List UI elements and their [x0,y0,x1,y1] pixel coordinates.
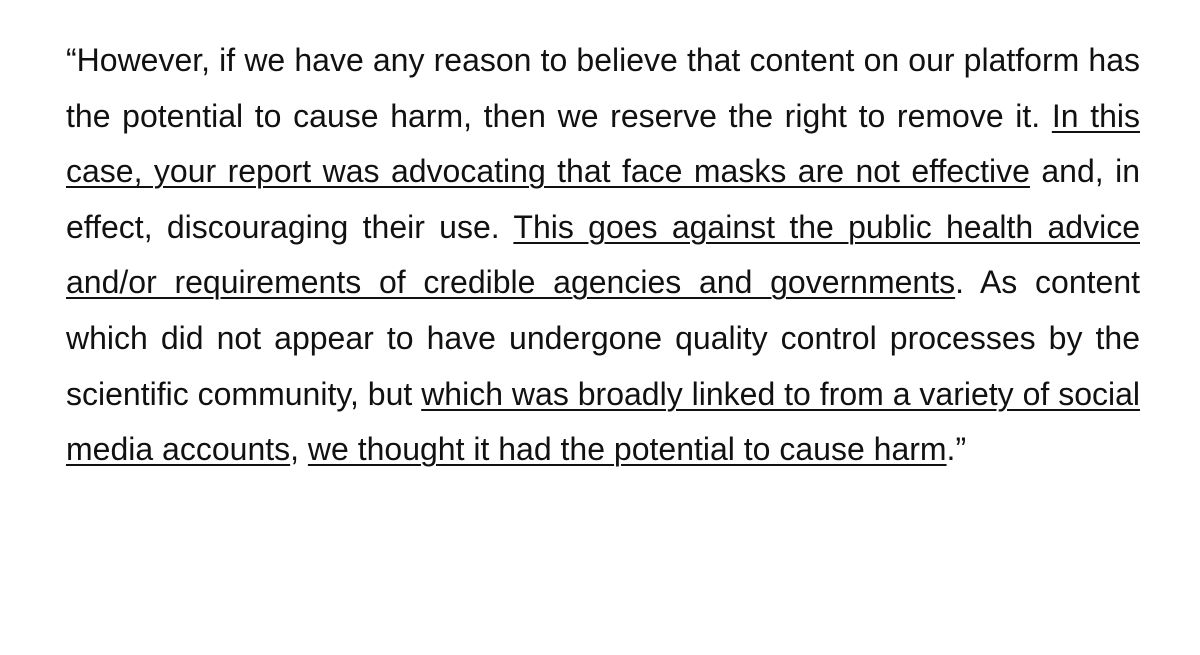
underlined-text-segment: we thought it had the potential to cause harm [307,431,947,468]
underlined-text-segment: This goes against the public health advice and/or requirements of credible agencies and governments [66,208,1141,301]
quote-paragraph [66,33,1140,478]
quote-text-segment: and, in effect, discouraging their use. [66,153,1140,245]
quote-text-segment: . As content which did not appear to have undergone quality control processes by the scientific community, but [66,264,1141,412]
underlined-text-segment: which was broadly linked to from a variety of social media accounts [66,375,1141,468]
quote-text-segment: .” [946,431,967,468]
quote-text-segment: , [290,431,308,468]
quote-text-segment: “However, if we have any reason to believe that content on our platform has the potential to cause harm, then we reserve the right to remove it. [66,42,1140,134]
underlined-text-segment: In this case, your report was advocating that face masks are not effective [66,97,1141,190]
